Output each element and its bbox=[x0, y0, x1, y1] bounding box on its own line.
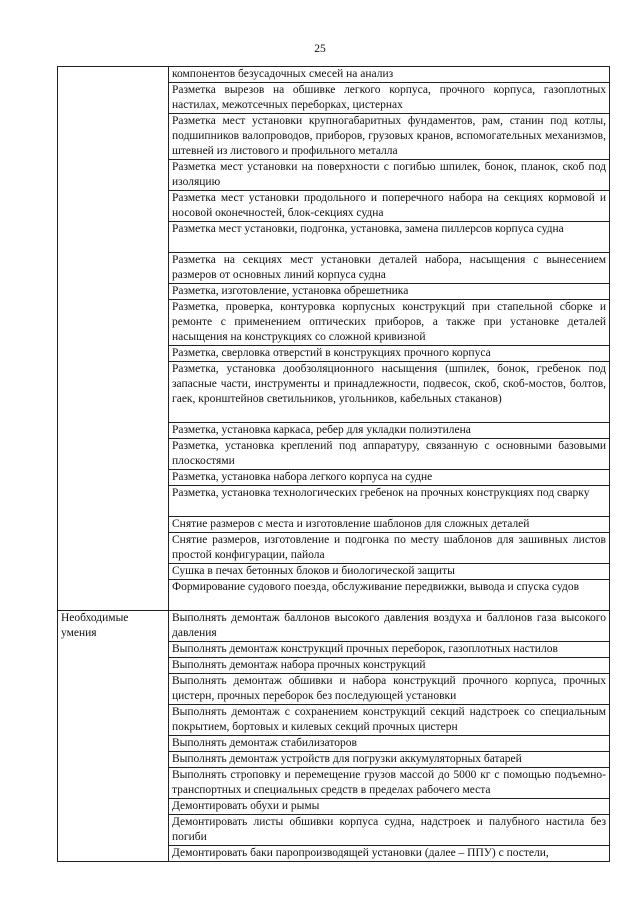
page-number: 25 bbox=[314, 43, 326, 55]
table-cell: Разметка, установка технологических гребенок на прочных конструкциях под сварку bbox=[169, 486, 610, 517]
table-row bbox=[58, 67, 610, 83]
table-cell: Выполнять демонтаж стабилизаторов bbox=[169, 736, 610, 752]
table-cell: Демонтировать листы обшивки корпуса судна, надстроек и палубного настила без погиби bbox=[169, 815, 610, 846]
table-cell: Снятие размеров, изготовление и подгонка по месту шаблонов для зашивных листов простой конфигурации, пайола bbox=[169, 533, 610, 564]
table-cell: Разметка мест установки крупногабаритных фундаментов, рам, станин под котлы, подшипников валопроводов, приборов, грузовых кранов, вспомогательных механизмов, штевней из листового и профильного металла bbox=[169, 114, 610, 160]
table-cell: Разметка, установка набора легкого корпуса на судне bbox=[169, 470, 610, 486]
table-cell: Выполнять демонтаж конструкций прочных переборок, газоплотных настилов bbox=[169, 642, 610, 658]
table-cell: Разметка, сверловка отверстий в конструкциях прочного корпуса bbox=[169, 346, 610, 362]
table-cell: Разметка мест установки, подгонка, установка, замена пиллерсов корпуса судна bbox=[169, 222, 610, 253]
table-cell: Демонтировать баки паропроизводящей установки (далее – ППУ) с постели, bbox=[169, 846, 610, 862]
table-cell: Выполнять строповку и перемещение грузов массой до 5000 кг с помощью подъемно-транспортных и специальных средств в пределах рабочего места bbox=[169, 768, 610, 799]
qualification-table bbox=[57, 66, 610, 862]
table-cell: Разметка вырезов на обшивке легкого корпуса, прочного корпуса, газоплотных настилах, межотсечных переборках, цистернах bbox=[169, 83, 610, 114]
table-cell: Демонтировать обухи и рымы bbox=[169, 799, 610, 815]
section-label-skills: Необходимые умения bbox=[58, 611, 169, 862]
table-cell: Выполнять демонтаж устройств для погрузки аккумуляторных батарей bbox=[169, 752, 610, 768]
table-cell: Формирование судового поезда, обслуживание передвижки, вывода и спуска судов bbox=[169, 580, 610, 611]
table-cell: Разметка на секциях мест установки деталей набора, насыщения с вынесением размеров от основных линий корпуса судна bbox=[169, 253, 610, 284]
table-cell: Выполнять демонтаж баллонов высокого давления воздуха и баллонов газа высокого давления bbox=[169, 611, 610, 642]
table-cell: компонентов безусадочных смесей на анализ bbox=[169, 67, 610, 83]
table-cell: Разметка мест установки продольного и поперечного набора на секциях кормовой и носовой оконечностей, блок-секциях судна bbox=[169, 191, 610, 222]
table-cell: Разметка, изготовление, установка обрешетника bbox=[169, 284, 610, 300]
table-row bbox=[58, 611, 610, 642]
table-cell: Сушка в печах бетонных блоков и биологической защиты bbox=[169, 564, 610, 580]
table-cell: Разметка мест установки на поверхности с погибью шпилек, бонок, планок, скоб под изоляцию bbox=[169, 160, 610, 191]
table-cell: Разметка, установка каркаса, ребер для укладки полиэтилена bbox=[169, 423, 610, 439]
table-cell: Выполнять демонтаж набора прочных конструкций bbox=[169, 658, 610, 674]
table-cell: Выполнять демонтаж с сохранением конструкций секций надстроек со специальным покрытием, бортовых и килевых секций прочных цистерн bbox=[169, 705, 610, 736]
table-cell: Разметка, проверка, контуровка корпусных конструкций при стапельной сборке и ремонте с применением оптических приборов, а также при установке деталей насыщения на конструкциях со сложной кривизной bbox=[169, 300, 610, 346]
table-cell: Выполнять демонтаж обшивки и набора конструкций прочного корпуса, прочных цистерн, прочных переборок без последующей установки bbox=[169, 674, 610, 705]
table-cell: Разметка, установка дообзоляционного насыщения (шпилек, бонок, гребенок под запасные части, инструменты и принадлежности, подвесок, скоб, скоб-мостов, болтов, гаек, кронштейнов светильников, угольников, кабельных стаканов) bbox=[169, 362, 610, 423]
table-cell: Разметка, установка креплений под аппаратуру, связанную с основными базовыми плоскостями bbox=[169, 439, 610, 470]
section-label-empty bbox=[58, 67, 169, 611]
table-cell: Снятие размеров с места и изготовление шаблонов для сложных деталей bbox=[169, 517, 610, 533]
